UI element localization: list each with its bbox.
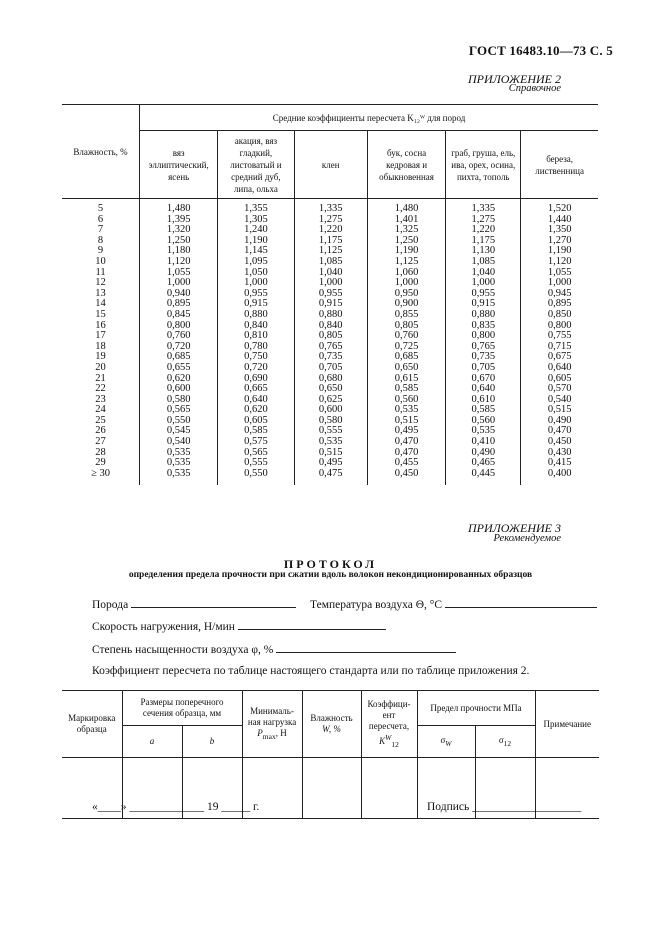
coefficient-cell: 0,650	[294, 384, 367, 395]
coefficient-cell: 0,540	[547, 393, 572, 405]
coefficient-cell: 1,120	[547, 255, 572, 267]
coefficient-cell: 1,125	[294, 246, 367, 257]
coefficient-cell: 0,465	[446, 458, 521, 469]
coefficient-cell: 0,880	[218, 310, 294, 321]
humidity-column-header: Влажность, %	[62, 105, 140, 199]
coefficient-cell: 1,250	[367, 236, 445, 247]
coefficient-cell: 1,350	[547, 224, 572, 236]
coefficient-cell: 0,715	[547, 340, 572, 352]
coefficient-cell: 1,320	[140, 225, 218, 236]
coefficient-cell: 0,760	[367, 331, 445, 342]
table-row	[62, 257, 598, 268]
protocol-title: ПРОТОКОЛ	[283, 557, 378, 571]
coefficient-cell: 0,670	[446, 374, 521, 385]
humidity-cell: 9	[62, 246, 140, 257]
coefficient-cell: 0,545	[140, 426, 218, 437]
humidity-cell: 16	[62, 321, 140, 332]
humidity-cell: 19	[62, 352, 140, 363]
coefficient-cell: 0,585	[218, 426, 294, 437]
coefficient-cell: 0,605	[218, 416, 294, 427]
humidity-cell: 22	[62, 384, 140, 395]
coefficient-cell: 1,395	[140, 215, 218, 226]
humidity-cell: 21	[62, 374, 140, 385]
coefficient-cell: 0,535	[367, 405, 445, 416]
coef-label: Коэффици-ент пересчета,	[367, 698, 411, 731]
coefficient-cell: 0,535	[294, 437, 367, 448]
sizes-header: Размеры поперечного сечения образца, мм	[122, 691, 242, 726]
humidity-cell: 12	[62, 278, 140, 289]
coefficient-cell: 0,450	[547, 436, 572, 448]
species-column-header: акация, вяз гладкий, листоватый и средний дуб, липа, ольха	[218, 131, 294, 199]
coefficient-cell: 1,355	[218, 199, 294, 215]
coefficient-cell: 1,130	[446, 246, 521, 257]
min-load-header	[242, 691, 302, 758]
coefficient-cell: 0,765	[294, 342, 367, 353]
coefficient-cell: 0,915	[218, 299, 294, 310]
size-b-header: b	[182, 726, 242, 758]
coefficient-cell: 0,685	[367, 352, 445, 363]
temperature-field[interactable]	[310, 596, 597, 611]
coefficient-cell: 0,600	[294, 405, 367, 416]
coefficient-cell: 0,650	[367, 363, 445, 374]
coefficient-cell: 0,455	[367, 458, 445, 469]
coefficient-cell: 0,840	[218, 321, 294, 332]
appendix3-title: ПРИЛОЖЕНИЕ 3	[468, 521, 561, 535]
coefficient-cell: 1,275	[446, 215, 521, 226]
load-speed-field[interactable]	[92, 618, 386, 633]
coefficient-cell: 0,605	[547, 372, 572, 384]
coef-header	[361, 691, 417, 758]
coefficient-cell: 0,850	[547, 308, 572, 320]
coefficient-cell: 1,000	[446, 278, 521, 289]
coefficient-cell: 0,805	[367, 321, 445, 332]
coefficient-cell: 0,535	[140, 448, 218, 459]
coefficient-cell: 1,240	[218, 225, 294, 236]
coefficient-cell: 0,615	[367, 374, 445, 385]
coefficient-cell: 0,585	[367, 384, 445, 395]
coefficient-cell: 0,610	[446, 395, 521, 406]
coefficient-cell: 1,055	[140, 268, 218, 279]
coefficient-cell: 1,050	[218, 268, 294, 279]
coefficient-cell: 0,950	[367, 289, 445, 300]
coefficient-cell: 1,175	[294, 236, 367, 247]
marking-header: Маркировка образца	[62, 691, 122, 758]
coefficient-cell: 0,575	[218, 437, 294, 448]
coefficient-cell: 0,565	[140, 405, 218, 416]
coefficient-cell: 0,750	[218, 352, 294, 363]
coefficient-cell: 0,805	[294, 331, 367, 342]
coefficient-cell: 1,220	[446, 225, 521, 236]
coefficient-cell: 0,625	[294, 395, 367, 406]
coefficient-cell: 0,840	[294, 321, 367, 332]
humidity-cell: 7	[62, 225, 140, 236]
appendix2-title: ПРИЛОЖЕНИЕ 2	[468, 72, 561, 86]
coefficient-cell: 1,060	[367, 268, 445, 279]
date-line[interactable]: «____» _____________ 19 _____ г.	[92, 801, 260, 813]
coefficient-cell: 0,720	[140, 342, 218, 353]
coefficient-cell: 0,445	[446, 469, 521, 486]
coefficient-cell: 1,305	[218, 215, 294, 226]
humidity-cell: 5	[62, 199, 140, 215]
humidity-cell: 28	[62, 448, 140, 459]
coefficient-cell: 0,620	[218, 405, 294, 416]
coefficient-cell: 1,325	[367, 225, 445, 236]
coefficient-cell: 0,495	[367, 426, 445, 437]
humidity-cell: 15	[62, 310, 140, 321]
coefficient-cell: 1,190	[547, 245, 572, 257]
coefficient-cell: 0,675	[547, 351, 572, 363]
humidity-header	[302, 691, 361, 758]
coefficient-cell: 0,760	[140, 331, 218, 342]
table-row	[62, 199, 598, 215]
coefficient-cell: 0,945	[547, 287, 572, 299]
coefficient-cell: 1,000	[294, 278, 367, 289]
coefficient-cell: 0,780	[218, 342, 294, 353]
coefficient-cell: 0,835	[446, 321, 521, 332]
species-column-header: клен	[294, 131, 367, 199]
coefficient-note: Коэффициент пересчета по таблице настоящего стандарта или по таблице приложения 2.	[92, 665, 530, 677]
protocol-subtitle: определения предела прочности при сжатии вдоль волокон некондиционированных образцов	[128, 570, 533, 580]
coefficient-cell: 0,685	[140, 352, 218, 363]
coefficient-cell: 1,000	[218, 278, 294, 289]
saturation-field[interactable]	[92, 641, 456, 656]
coefficient-cell: 0,680	[294, 374, 367, 385]
coefficient-cell: 0,580	[140, 395, 218, 406]
coefficient-cell: 0,555	[218, 458, 294, 469]
coefficient-cell: 1,220	[294, 225, 367, 236]
coefficient-cell: 0,640	[547, 361, 572, 373]
empty-cell[interactable]	[361, 758, 417, 819]
coefficient-cell: 1,145	[218, 246, 294, 257]
coefficient-cell: 0,515	[547, 404, 572, 416]
coefficient-cell: 0,515	[294, 448, 367, 459]
load-speed-label: Скорость нагружения, Н/мин	[92, 621, 235, 633]
coefficient-cell: 1,480	[367, 199, 445, 215]
coefficient-cell: 1,000	[140, 278, 218, 289]
empty-cell[interactable]	[302, 758, 361, 819]
temperature-label: Температура воздуха Θ, °С	[310, 599, 443, 611]
coefficient-cell: 0,765	[446, 342, 521, 353]
coefficient-cell: 0,550	[218, 469, 294, 486]
coefficient-cell: 1,085	[294, 257, 367, 268]
coefficient-cell: 1,250	[140, 236, 218, 247]
humidity-symbol: W, %	[322, 724, 341, 734]
humidity-cell: 23	[62, 395, 140, 406]
size-a-header: a	[122, 726, 182, 758]
min-load-symbol: P	[257, 728, 263, 739]
coefficient-cell: 0,955	[218, 289, 294, 300]
coefficient-cell: 0,725	[367, 342, 445, 353]
coefficient-cell: 1,520	[547, 203, 572, 214]
coefficient-cell: 0,845	[140, 310, 218, 321]
signature-line[interactable]: Подпись ___________________	[427, 801, 582, 813]
humidity-cell: 17	[62, 331, 140, 342]
coefficient-cell: 0,735	[446, 352, 521, 363]
coefficient-cell: 0,535	[140, 458, 218, 469]
coefficient-cell: 0,470	[367, 448, 445, 459]
coefficient-cell: 0,410	[446, 437, 521, 448]
humidity-cell: 24	[62, 405, 140, 416]
humidity-cell: 6	[62, 215, 140, 226]
humidity-cell: 29	[62, 458, 140, 469]
coefficient-cell: 0,705	[446, 363, 521, 374]
humidity-cell: 25	[62, 416, 140, 427]
breed-label: Порода	[92, 599, 129, 611]
coefficient-cell: 0,430	[547, 446, 572, 458]
coefficient-cell: 0,495	[294, 458, 367, 469]
coefficient-cell: 0,940	[140, 289, 218, 300]
load-speed-blank[interactable]	[238, 618, 386, 630]
coefficient-cell: 1,440	[547, 213, 572, 225]
conversion-coefficients-table	[62, 104, 598, 485]
group-header: Средние коэффициенты пересчета K₁₂ᵂ для пород	[140, 105, 598, 131]
coefficient-cell: 0,515	[367, 416, 445, 427]
coefficient-cell: 0,490	[547, 414, 572, 426]
humidity-cell: ≥ 30	[62, 469, 140, 486]
coefficient-cell: 0,915	[294, 299, 367, 310]
humidity-cell: 13	[62, 289, 140, 300]
coefficient-cell: 1,175	[446, 236, 521, 247]
coefficient-cell: 0,540	[140, 437, 218, 448]
coefficient-cell: 1,190	[218, 236, 294, 247]
coefficient-cell: 0,900	[367, 299, 445, 310]
species-column-header: вяз эллиптический, ясень	[140, 131, 218, 199]
sigma-w-header: $\sigma_W$	[417, 726, 475, 758]
humidity-cell: 10	[62, 257, 140, 268]
coefficient-cell: 0,470	[367, 437, 445, 448]
coefficient-cell: 1,000	[547, 277, 572, 289]
coefficient-cell: 0,895	[140, 299, 218, 310]
coefficient-cell: 0,705	[294, 363, 367, 374]
strength-header: Предел прочности МПа	[417, 691, 535, 726]
humidity-cell: 27	[62, 437, 140, 448]
coefficient-cell: 1,335	[294, 199, 367, 215]
coefficient-cell: 0,570	[547, 383, 572, 395]
coef-superscript: W	[385, 732, 392, 742]
coefficient-cell: 0,475	[294, 469, 367, 486]
humidity-cell: 14	[62, 299, 140, 310]
coefficient-cell: 0,585	[446, 405, 521, 416]
humidity-cell: 11	[62, 268, 140, 279]
table-row	[62, 469, 598, 486]
coefficient-cell: 0,640	[218, 395, 294, 406]
coefficient-cell: 1,401	[367, 215, 445, 226]
coefficient-cell: 0,400	[547, 467, 572, 479]
coefficient-cell: 0,655	[140, 363, 218, 374]
table-row	[62, 310, 598, 321]
coefficient-cell: 0,955	[294, 289, 367, 300]
min-load-label: Минималь-ная нагрузка	[247, 706, 297, 728]
appendix3-subtitle: Рекомендуемое	[493, 533, 561, 544]
saturation-blank[interactable]	[276, 641, 456, 653]
coefficient-cell: 0,690	[218, 374, 294, 385]
coefficient-cell: 1,095	[218, 257, 294, 268]
min-load-unit: , Н	[275, 728, 287, 739]
coefficient-cell: 0,580	[294, 416, 367, 427]
coefficient-cell: 1,000	[367, 278, 445, 289]
coefficient-cell: 1,180	[140, 246, 218, 257]
coef-subscript: 12	[391, 739, 399, 749]
coefficient-cell: 0,450	[367, 469, 445, 486]
coefficient-cell: 0,720	[218, 363, 294, 374]
coefficient-cell: 0,800	[547, 319, 572, 331]
coefficient-cell: 1,480	[140, 199, 218, 215]
coefficient-cell: 0,880	[294, 310, 367, 321]
temperature-blank[interactable]	[445, 596, 597, 608]
table-row	[62, 363, 598, 374]
species-column-header: береза, лиственница	[535, 153, 584, 176]
coefficient-cell: 1,120	[140, 257, 218, 268]
coefficient-cell: 0,810	[218, 331, 294, 342]
humidity-cell: 26	[62, 426, 140, 437]
coefficient-cell: 0,915	[446, 299, 521, 310]
humidity-cell: 20	[62, 363, 140, 374]
coefficient-cell: 0,880	[446, 310, 521, 321]
humidity-cell: 8	[62, 236, 140, 247]
coefficient-cell: 1,055	[547, 266, 572, 278]
page-header: ГОСТ 16483.10—73 С. 5	[468, 43, 613, 58]
note-header: Примечание	[535, 691, 599, 758]
coefficient-cell: 1,040	[294, 268, 367, 279]
coefficient-cell: 1,040	[446, 268, 521, 279]
coefficient-cell: 1,275	[294, 215, 367, 226]
coefficient-cell: 0,535	[446, 426, 521, 437]
coefficient-cell: 1,125	[367, 257, 445, 268]
coef-symbol: K	[379, 735, 386, 746]
coefficient-cell: 0,565	[218, 448, 294, 459]
coefficient-cell: 0,620	[140, 374, 218, 385]
coefficient-cell: 0,800	[446, 331, 521, 342]
coefficient-cell: 0,470	[547, 425, 572, 437]
coefficient-cell: 0,800	[140, 321, 218, 332]
protocol-table	[62, 690, 599, 819]
min-load-subscript: max	[262, 731, 276, 741]
coefficient-cell: 0,490	[446, 448, 521, 459]
species-column-header: бук, сосна кедровая и обыкновенная	[367, 131, 445, 199]
coefficient-cell: 0,550	[140, 416, 218, 427]
humidity-cell: 18	[62, 342, 140, 353]
coefficient-cell: 0,560	[367, 395, 445, 406]
coefficient-cell: 0,640	[446, 384, 521, 395]
coefficient-cell: 0,560	[446, 416, 521, 427]
coefficient-cell: 1,085	[446, 257, 521, 268]
coefficient-cell: 0,535	[140, 469, 218, 486]
coefficient-cell: 0,895	[547, 298, 572, 310]
coefficient-cell: 0,665	[218, 384, 294, 395]
coefficient-cell: 0,955	[446, 289, 521, 300]
coefficient-cell: 1,335	[446, 199, 521, 215]
breed-field[interactable]	[92, 596, 296, 611]
coefficient-cell: 1,270	[547, 234, 572, 246]
coefficient-cell: 0,555	[294, 426, 367, 437]
coefficient-cell: 0,415	[547, 457, 572, 469]
coefficient-cell: 0,755	[547, 330, 572, 342]
coefficient-cell: 1,190	[367, 246, 445, 257]
coefficient-cell: 0,600	[140, 384, 218, 395]
appendix2-subtitle: Справочное	[508, 83, 561, 94]
saturation-label: Степень насыщенности воздуха φ, %	[92, 644, 274, 656]
sigma-12-header: $\sigma_{12}$	[475, 726, 535, 758]
breed-blank[interactable]	[131, 596, 296, 608]
coefficient-cell: 0,855	[367, 310, 445, 321]
coefficient-cell: 0,735	[294, 352, 367, 363]
humidity-label: Влажность	[310, 713, 353, 723]
species-column-header: граб, груша, ель, ива, орех, осина, пихта, тополь	[446, 131, 521, 199]
